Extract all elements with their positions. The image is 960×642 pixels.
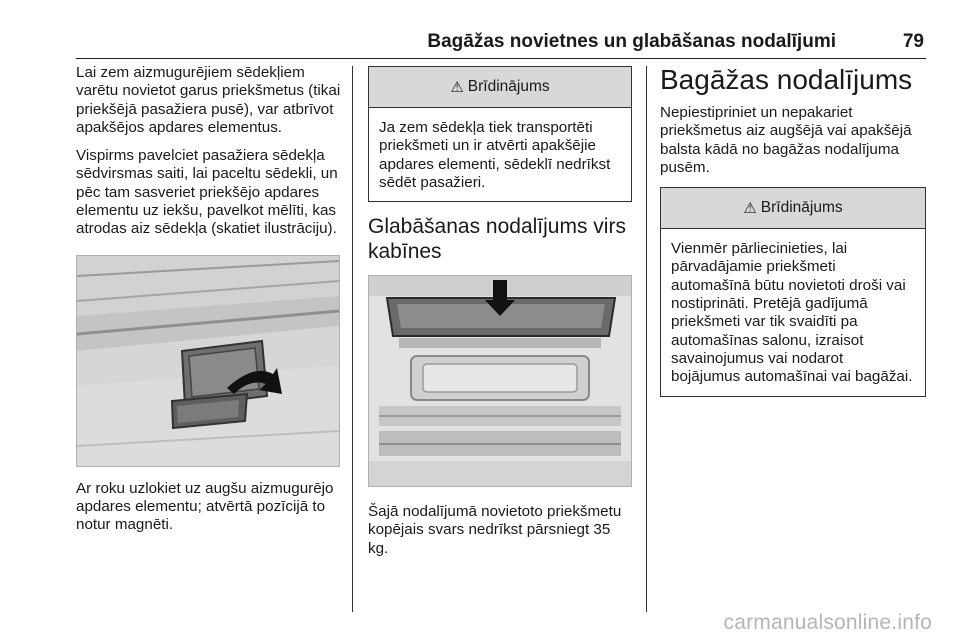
section-heading-overhead-storage: Glabāšanas nodalījums virs kabīnes [368, 215, 626, 264]
warning-triangle-icon: ⚠ [743, 200, 757, 218]
column-divider-left [352, 66, 353, 612]
page-number: 79 [902, 31, 924, 52]
warning-text: Ja zem sēdekļa tiek transportēti priekšmeti un ir atvērti apakšējie apdares elementi, sēdeklī nedrīkst sēdēt pasažieri. [379, 119, 611, 191]
section-heading-luggage: Bagāžas nodalījums [660, 64, 913, 95]
warning-header [369, 67, 631, 108]
warning-text: Vienmēr pārliecinieties, lai pārvadājamie priekšmeti automašīnā būtu novietoti droši vai nostiprināti. Pretējā gadījumā priekšmeti var tik svaidīti pa automašīnas salonu, izraisot savainojumus vai nodarot bojājumus automašīnai vai bagāžai. [671, 240, 913, 386]
page-title: Bagāžas novietnes un glabāšanas nodalījumi [427, 31, 836, 52]
overhead-storage-illustration [368, 275, 632, 487]
column-1 [76, 66, 342, 545]
paragraph-luggage: Nepiestipriniet un nepakariet priekšmetus aiz augšējā vai apakšējā balsta kādā no bagāžas nodalījuma pusēm. [660, 104, 912, 176]
paragraph-weight-limit: Šajā nodalījumā novietoto priekšmetu kopējais svars nedrīkst pārsniegt 35 kg. [368, 503, 622, 557]
column-divider-right [646, 66, 647, 612]
column-3 [660, 66, 926, 397]
warning-box-luggage [660, 187, 926, 396]
seat-trim-illustration [76, 255, 340, 467]
column-2 [368, 66, 632, 568]
warning-box-seat [368, 66, 632, 202]
paragraph-rear-trim: Ar roku uzlokiet uz augšu aizmugurējo apdares elementu; atvērtā pozīcijā to notur magnēti. [76, 479, 334, 534]
warning-title: Brīdinājums [467, 78, 550, 95]
page-header [76, 22, 926, 59]
watermark: carmanualsonline.info [723, 611, 932, 634]
paragraph-seat-instructions: Vispirms pavelciet pasažiera sēdekļa sēdvirsmas saiti, lai paceltu sēdekli, un pēc tam sasveriet priekšējo apdares elementu uz iekšu, pavelkot mēlīti, kas atrodas aiz sēdekļa (skatiet ilustrāciju). [76, 147, 338, 238]
warning-title: Brīdinājums [760, 199, 843, 217]
warning-header [661, 188, 925, 229]
paragraph-long-items: Lai zem aizmugurējiem sēdekļiem varētu novietot garus priekšmetus (tikai priekšējā pasažiera pusē), var atbrīvot apakšējos apdares elementus. [76, 64, 341, 136]
warning-triangle-icon: ⚠ [450, 79, 464, 96]
